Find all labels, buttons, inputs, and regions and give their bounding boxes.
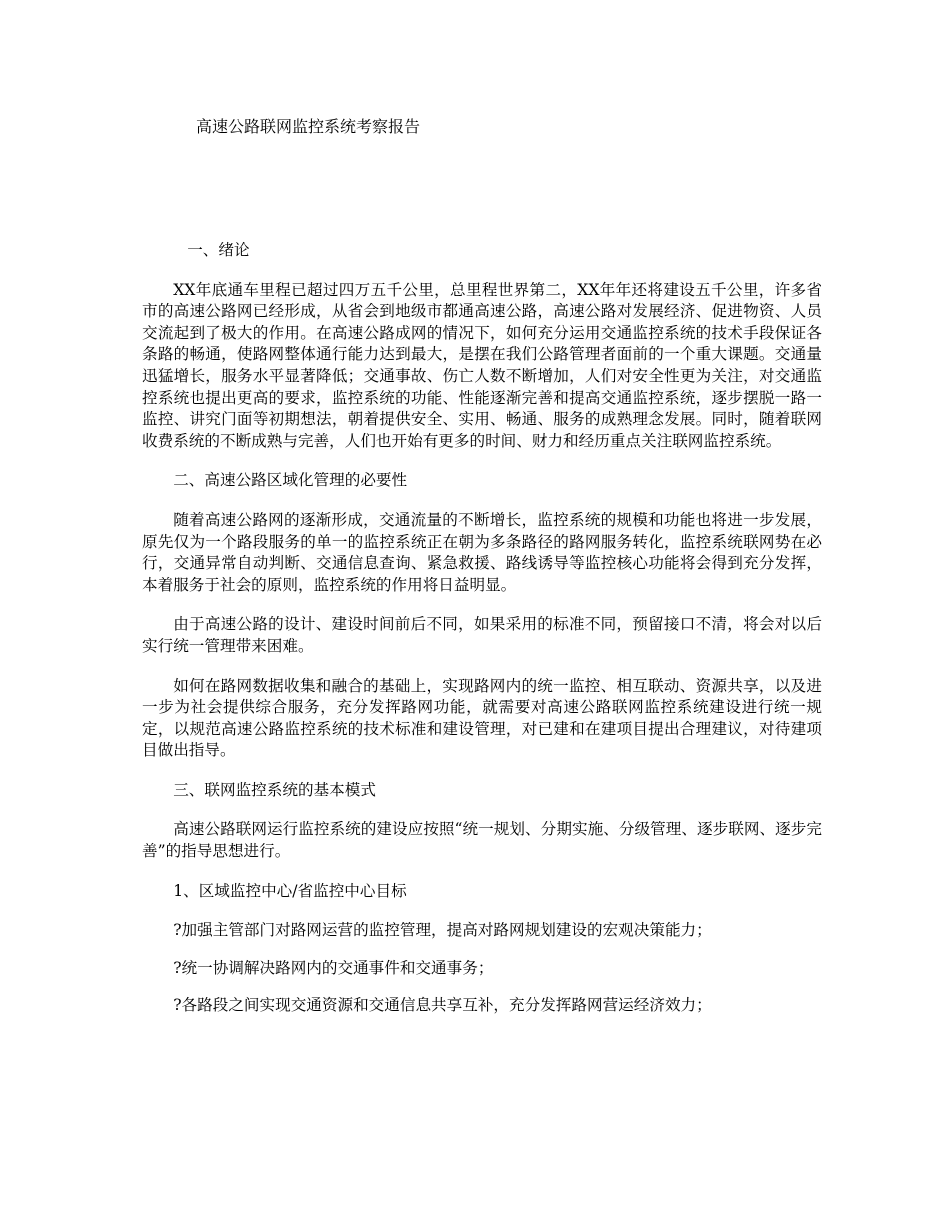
subsection-heading: 1、区域监控中心/省监控中心目标 — [173, 881, 407, 900]
document-title: 高速公路联网监控系统考察报告 — [196, 117, 421, 136]
section-heading-basic-mode: 三、联网监控系统的基本模式 — [173, 780, 376, 799]
bullet-item: ?统一协调解决路网内的交通事件和交通事务； — [173, 958, 494, 977]
section-heading-necessity: 二、高速公路区域化管理的必要性 — [173, 471, 408, 490]
paragraph: 由于高速公路的设计、建设时间前后不同，如果采用的标准不同，预留接口不清，将会对以后实行统一管理带来困难。 — [142, 615, 822, 655]
bullet-item: ?加强主管部门对路网运营的监控管理，提高对路网规划建设的宏观决策能力； — [173, 921, 712, 940]
paragraph: XX年底通车里程已超过四万五千公里，总里程世界第二，XX年年还将建设五千公里，许多省市的高速公路网已经形成，从省会到地级市都通高速公路，高速公路对发展经济、促进物资、人员交流起到了极大的作用。在高速公路成网的情况下，如何充分运用交通监控系统的技术手段保证各条路的畅通，使路网整体通行能力达到最大，是摆在我们公路管理者面前的一个重大课题。交通量迅猛增长，服务水平显著降低；交通事故、伤亡人数不断增加，人们对安全性更为关注，对交通监控系统也提出更高的要求，监控系统的功能、性能逐渐完善和提高交通监控系统，逐步摆脱一路一监控、讲究门面等初期想法，朝着提供安全、实用、畅通、服务的成熟理念发展。同时，随着联网收费系统的不断成熟与完善，人们也开始有更多的时间、财力和经历重点关注联网监控系统。 — [142, 280, 822, 450]
section-heading-introduction: 一、绪论 — [187, 241, 250, 259]
paragraph: 高速公路联网运行监控系统的建设应按照“统一规划、分期实施、分级管理、逐步联网、逐步完善”的指导思想进行。 — [142, 820, 822, 861]
document-body — [142, 240, 822, 1033]
bullet-item: ?各路段之间实现交通资源和交通信息共享互补，充分发挥路网营运经济效力； — [173, 996, 712, 1015]
paragraph: 随着高速公路网的逐渐形成，交通流量的不断增长，监控系统的规模和功能也将进一步发展，原先仅为一个路段服务的单一的监控系统正在朝为多条路径的路网服务转化，监控系统联网势在必行，交通异常自动判断、交通信息查询、紧急救援、路线诱导等监控核心功能将会得到充分发挥，本着服务于社会的原则，监控系统的作用将日益明显。 — [142, 510, 822, 594]
paragraph: 如何在路网数据收集和融合的基础上，实现路网内的统一监控、相互联动、资源共享，以及进一步为社会提供综合服务，充分发挥路网功能，就需要对高速公路联网监控系统建设进行统一规定，以规范高速公路监控系统的技术标准和建设管理，对已建和在建项目提出合理建议，对待建项目做出指导。 — [142, 676, 822, 760]
